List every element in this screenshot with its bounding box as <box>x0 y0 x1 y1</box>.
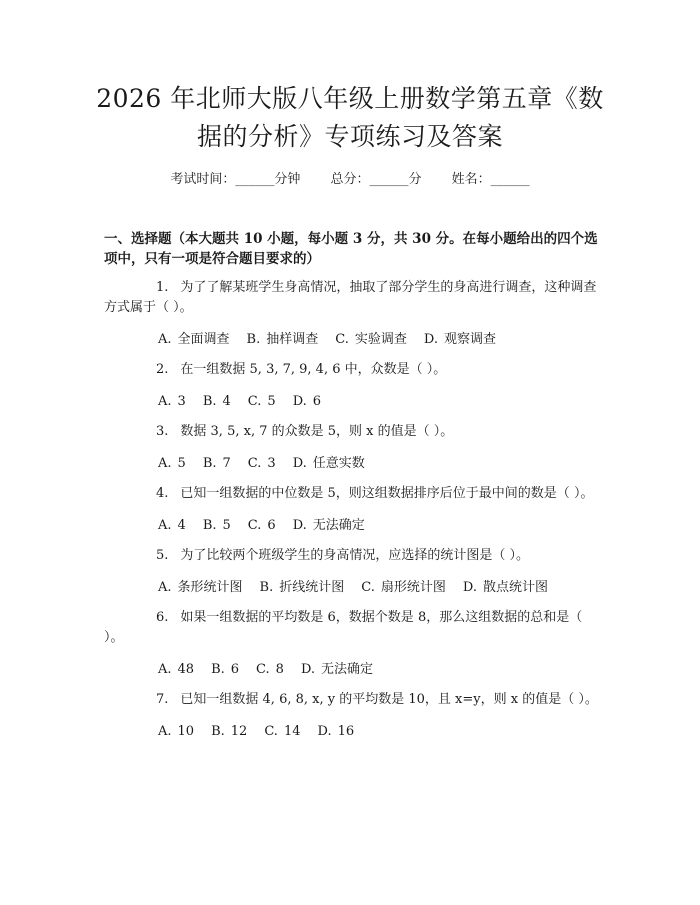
option-letter: B. <box>202 518 217 533</box>
option-c <box>248 392 276 412</box>
option-letter: A. <box>158 518 172 533</box>
question-2-options <box>104 392 604 412</box>
option-text: 6 <box>267 518 276 533</box>
question-7-options <box>104 722 604 742</box>
option-letter: D. <box>462 580 477 595</box>
option-b <box>203 392 231 412</box>
option-text: 4 <box>177 518 186 533</box>
question-6-options <box>104 660 604 680</box>
option-letter: A. <box>158 662 172 677</box>
question-text: 在一组数据 5, 3, 7, 9, 4, 6 中，众数是（ ）。 <box>180 362 447 377</box>
student-name-field: 姓名：______ <box>451 172 530 187</box>
option-text: 48 <box>177 662 195 677</box>
option-text: 折线统计图 <box>279 580 345 595</box>
option-c <box>361 578 446 598</box>
option-letter: A. <box>158 394 172 409</box>
option-text: 实验调查 <box>354 332 407 347</box>
option-letter: C. <box>247 394 262 409</box>
option-text: 10 <box>177 724 195 739</box>
option-d <box>301 660 373 680</box>
question-number: 4. <box>156 486 169 501</box>
option-a <box>158 454 186 474</box>
option-letter: D. <box>292 456 307 471</box>
section-heading: 一、选择题（本大题共 10 小题，每小题 3 分，共 30 分。在每小题给出的四个选项中，只有一项是符合题目要求的） <box>104 231 598 267</box>
option-b <box>260 578 345 598</box>
option-letter: B. <box>202 394 217 409</box>
option-text: 6 <box>312 394 322 409</box>
option-letter: D. <box>292 394 307 409</box>
option-c <box>256 660 284 680</box>
option-d <box>424 330 496 350</box>
option-letter: A. <box>158 332 172 347</box>
option-letter: D. <box>292 518 307 533</box>
option-letter: B. <box>211 662 225 677</box>
question-text: 为了比较两个班级学生的身高情况，应选择的统计图是（ ）。 <box>180 548 530 563</box>
option-b <box>211 722 247 742</box>
option-a <box>158 516 186 536</box>
option-text: 12 <box>230 724 248 739</box>
question-2 <box>104 360 604 380</box>
option-b <box>247 330 319 350</box>
option-c <box>248 516 276 536</box>
option-text: 16 <box>337 724 355 739</box>
option-text: 全面调查 <box>177 332 230 347</box>
option-text: 观察调查 <box>443 332 496 347</box>
question-5 <box>104 546 604 566</box>
option-letter: C. <box>247 456 262 471</box>
question-text: 如果一组数据的平均数是 6，数据个数是 8，那么这组数据的总和是（ ）。 <box>104 610 583 645</box>
option-letter: C. <box>361 580 375 595</box>
option-letter: C. <box>256 662 270 677</box>
document-title <box>0 80 700 156</box>
question-4 <box>104 484 604 504</box>
option-a <box>158 392 186 412</box>
option-text: 抽样调查 <box>266 332 319 347</box>
title-line-2: 据的分析》专项练习及答案 <box>196 122 503 151</box>
option-letter: B. <box>211 724 225 739</box>
option-text: 任意实数 <box>312 456 365 471</box>
option-letter: B. <box>246 332 261 347</box>
question-number: 1. <box>156 280 169 295</box>
option-text: 4 <box>222 394 231 409</box>
option-b <box>211 660 239 680</box>
question-3 <box>104 422 604 442</box>
title-line-1: 2026 年北师大版八年级上册数学第五章《数 <box>96 84 604 113</box>
option-d <box>293 516 365 536</box>
question-7 <box>104 690 604 710</box>
question-number: 7. <box>156 692 169 707</box>
option-text: 5 <box>267 394 276 409</box>
option-b <box>203 516 231 536</box>
option-text: 无法确定 <box>312 518 365 533</box>
question-6 <box>104 608 604 648</box>
option-text: 3 <box>267 456 276 471</box>
question-4-options <box>104 516 604 536</box>
question-number: 3. <box>156 424 169 439</box>
option-c <box>248 454 276 474</box>
option-letter: B. <box>202 456 217 471</box>
option-d <box>293 454 365 474</box>
option-c <box>264 722 300 742</box>
question-1 <box>104 278 604 318</box>
option-d <box>463 578 548 598</box>
question-text: 已知一组数据 4, 6, 8, x, y 的平均数是 10，且 x=y，则 x 的值是（ ）。 <box>180 692 598 707</box>
option-letter: C. <box>247 518 262 533</box>
option-text: 5 <box>222 518 231 533</box>
option-c <box>335 330 407 350</box>
option-a <box>158 578 243 598</box>
option-letter: A. <box>158 580 172 595</box>
question-text: 已知一组数据的中位数是 5，则这组数据排序后位于最中间的数是（ ）。 <box>180 486 594 501</box>
option-text: 6 <box>230 662 240 677</box>
question-number: 5. <box>156 548 169 563</box>
exam-time-field: 考试时间：______分钟 <box>170 172 301 187</box>
option-b <box>203 454 231 474</box>
question-1-options <box>104 330 604 350</box>
option-text: 无法确定 <box>321 662 374 677</box>
option-text: 条形统计图 <box>177 580 243 595</box>
option-letter: B. <box>259 580 274 595</box>
total-score-field: 总分：______分 <box>330 172 422 187</box>
option-text: 散点统计图 <box>482 580 548 595</box>
option-text: 扇形统计图 <box>380 580 446 595</box>
question-number: 6. <box>156 610 169 625</box>
option-a <box>158 660 194 680</box>
option-a <box>158 330 230 350</box>
question-5-options <box>104 578 604 598</box>
option-text: 3 <box>177 394 186 409</box>
option-text: 8 <box>275 662 284 677</box>
option-d <box>293 392 321 412</box>
option-text: 14 <box>283 724 301 739</box>
option-letter: A. <box>158 456 172 471</box>
option-a <box>158 722 194 742</box>
option-letter: D. <box>300 662 316 677</box>
option-letter: C. <box>264 724 278 739</box>
question-list <box>104 278 604 752</box>
option-d <box>317 722 354 742</box>
question-3-options <box>104 454 604 474</box>
question-number: 2. <box>156 362 169 377</box>
option-letter: D. <box>423 332 438 347</box>
option-text: 7 <box>222 456 231 471</box>
question-text: 为了了解某班学生身高情况，抽取了部分学生的身高进行调查，这种调查方式属于（ ）。 <box>104 280 597 315</box>
exam-info <box>0 168 700 187</box>
option-letter: C. <box>335 332 349 347</box>
option-text: 5 <box>177 456 186 471</box>
option-letter: A. <box>158 724 172 739</box>
option-letter: D. <box>317 724 332 739</box>
question-text: 数据 3, 5, x, 7 的众数是 5，则 x 的值是（ ）。 <box>180 424 454 439</box>
